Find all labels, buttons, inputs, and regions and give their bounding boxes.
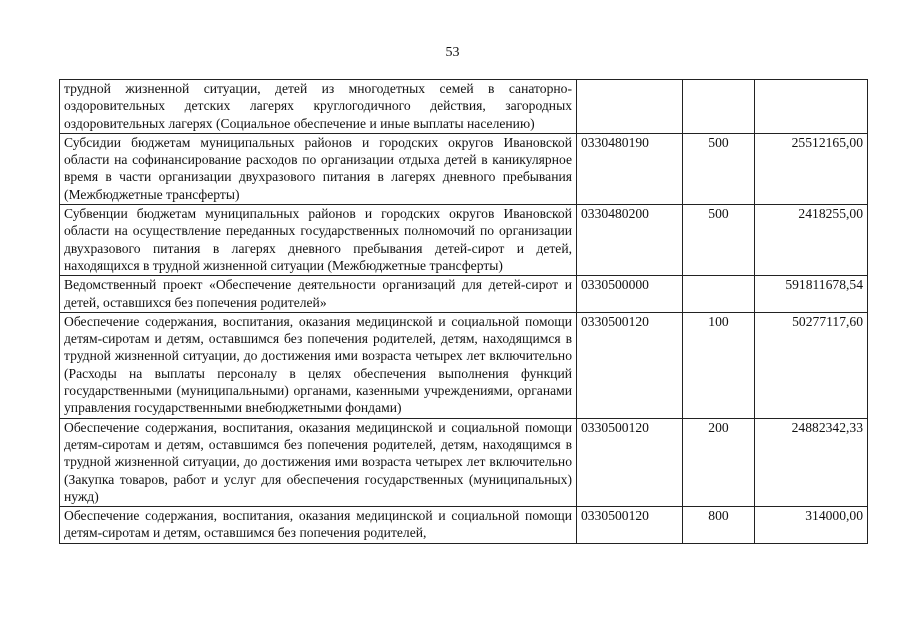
table-row (60, 205, 868, 276)
row-target-code: 0330480200 (577, 205, 683, 276)
row-amount (755, 80, 868, 134)
row-target-code (577, 80, 683, 134)
row-expense-type (683, 80, 755, 134)
table-row (60, 80, 868, 134)
row-expense-type (683, 276, 755, 313)
table-row (60, 418, 868, 506)
row-target-code: 0330480190 (577, 133, 683, 204)
row-amount: 24882342,33 (755, 418, 868, 506)
table-row (60, 133, 868, 204)
row-amount: 2418255,00 (755, 205, 868, 276)
row-expense-type: 200 (683, 418, 755, 506)
row-amount: 50277117,60 (755, 312, 868, 418)
row-target-code: 0330500000 (577, 276, 683, 313)
row-amount: 591811678,54 (755, 276, 868, 313)
row-expense-type: 500 (683, 133, 755, 204)
row-target-code: 0330500120 (577, 418, 683, 506)
table-row (60, 276, 868, 313)
row-amount: 25512165,00 (755, 133, 868, 204)
row-description: Обеспечение содержания, воспитания, оказания медицинской и социальной помощи детям-сиротам и детям, оставшимся без попечения родителей, (60, 507, 577, 544)
table-row (60, 312, 868, 418)
row-description: Обеспечение содержания, воспитания, оказания медицинской и социальной помощи детям-сиротам и детям, оставшимся без попечения родителей, детям, находящимся в трудной жизненной ситуации, до достижения ими возраста четырех лет включительно (Расходы на выплаты персоналу в целях обеспечения выполнения функций государственными (муниципальными) органами, казенными учреждениями, органами управления государственными внебюджетными фондами) (60, 312, 577, 418)
row-description: Ведомственный проект «Обеспечение деятельности организаций для детей-сирот и детей, оставшихся без попечения родителей» (60, 276, 577, 313)
row-target-code: 0330500120 (577, 312, 683, 418)
table-row (60, 507, 868, 544)
row-description: Субсидии бюджетам муниципальных районов и городских округов Ивановской области на софинансирование расходов по организации отдыха детей в каникулярное время в части организации двухразового питания в лагерях дневного пребывания (Межбюджетные трансферты) (60, 133, 577, 204)
row-description: трудной жизненной ситуации, детей из многодетных семей в санаторно-оздоровительных детских лагерях круглогодичного действия, загородных оздоровительных лагерях (Социальное обеспечение и иные выплаты населению) (60, 80, 577, 134)
row-expense-type: 100 (683, 312, 755, 418)
row-description: Обеспечение содержания, воспитания, оказания медицинской и социальной помощи детям-сиротам и детям, оставшимся без попечения родителей, детям, находящимся в трудной жизненной ситуации, до достижения ими возраста четырех лет включительно (Закупка товаров, работ и услуг для обеспечения государственных (муниципальных) нужд) (60, 418, 577, 506)
row-expense-type: 500 (683, 205, 755, 276)
row-description: Субвенции бюджетам муниципальных районов и городских округов Ивановской области на осуществление переданных государственных полномочий по организации двухразового питания в лагерях дневного пребывания детей-сирот и детей, находящихся в трудной жизненной ситуации (Межбюджетные трансферты) (60, 205, 577, 276)
budget-table (59, 79, 868, 544)
row-expense-type: 800 (683, 507, 755, 544)
row-target-code: 0330500120 (577, 507, 683, 544)
row-amount: 314000,00 (755, 507, 868, 544)
page-number: 53 (445, 45, 460, 60)
